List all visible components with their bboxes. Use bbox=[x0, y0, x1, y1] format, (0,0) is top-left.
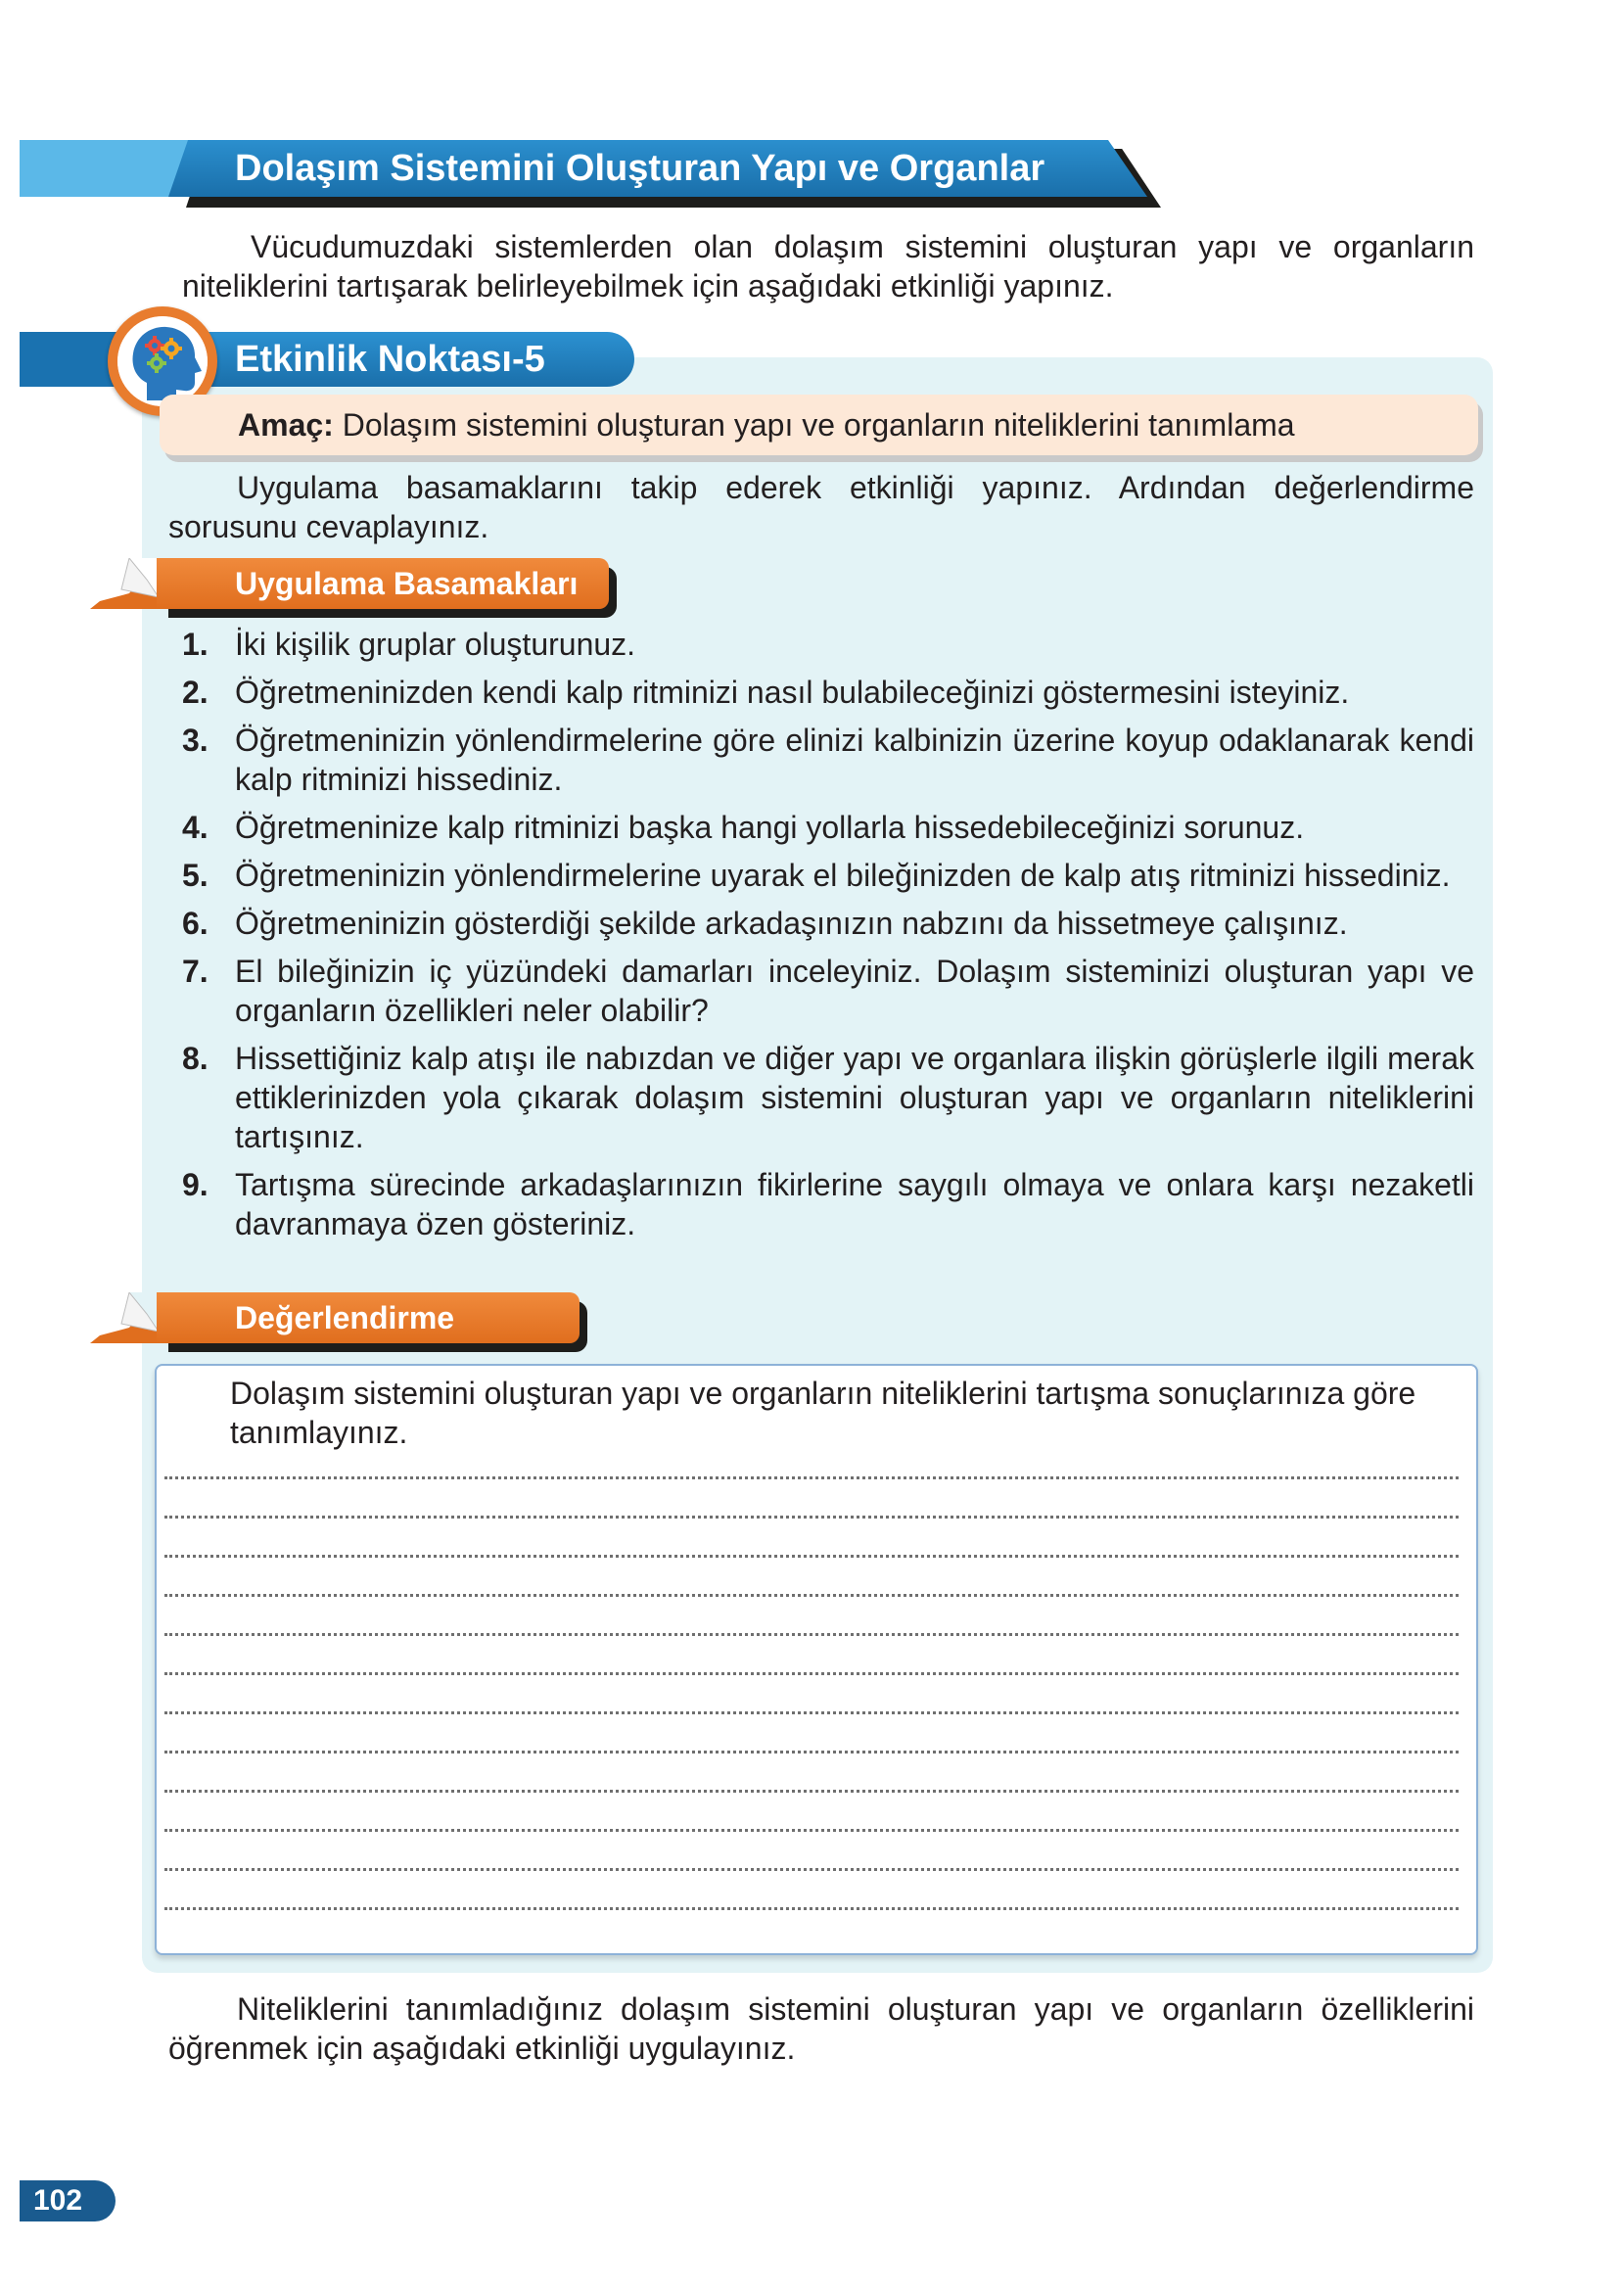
list-item: 5. Öğretmeninizin yönlendirmelerine uyarak el bileğinizden de kalp atış ritminizi hissediniz. bbox=[182, 858, 1451, 893]
answer-line[interactable] bbox=[164, 1672, 1459, 1675]
answer-line[interactable] bbox=[164, 1476, 1459, 1479]
evaluation-title: Değerlendirme bbox=[235, 1300, 455, 1335]
evaluation-tab-fold bbox=[90, 1292, 159, 1343]
list-item: 2. Öğretmeninizden kendi kalp ritminizi nasıl bulabileceğinizi göstermesini isteyiniz. bbox=[182, 675, 1350, 710]
answer-line[interactable] bbox=[164, 1868, 1459, 1871]
answer-line[interactable] bbox=[164, 1555, 1459, 1558]
page-number: 102 bbox=[33, 2184, 83, 2217]
steps-list bbox=[176, 625, 1474, 1252]
answer-line[interactable] bbox=[164, 1790, 1459, 1793]
list-item: 4. Öğretmeninize kalp ritminizi başka hangi yollarla hissedebileceğinizi sorunuz. bbox=[182, 810, 1305, 845]
steps-title: Uygulama Basamakları bbox=[235, 566, 579, 601]
list-item: 1. İki kişilik gruplar oluşturunuz. bbox=[182, 627, 636, 662]
activity-instruction: Uygulama basamaklarını takip ederek etkinliği yapınız. Ardından değerlendirme sorusunu cevaplayınız. bbox=[168, 470, 1474, 544]
intro-paragraph: Vücudumuzdaki sistemlerden olan dolaşım sistemini oluşturan yapı ve organların niteliklerini tartışarak belirleyebilmek için aşağıdaki etkinliği yapınız. bbox=[182, 229, 1474, 304]
answer-line[interactable] bbox=[164, 1711, 1459, 1714]
header-accent-bar bbox=[20, 140, 191, 197]
answer-line[interactable] bbox=[164, 1907, 1459, 1910]
list-item: 7. El bileğinizin iç yüzündeki damarları inceleyiniz. Dolaşım sisteminizi oluşturan yapı ve organların özellikleri neler olabilir? bbox=[182, 954, 1474, 1028]
activity-title: Etkinlik Noktası-5 bbox=[235, 339, 545, 380]
page-title: Dolaşım Sistemini Oluşturan Yapı ve Organlar bbox=[235, 148, 1045, 189]
evaluation-question: Dolaşım sistemini oluşturan yapı ve organların niteliklerini tartışma sonuçlarınıza göre tanımlayınız. bbox=[230, 1376, 1416, 1450]
answer-line[interactable] bbox=[164, 1633, 1459, 1636]
answer-line[interactable] bbox=[164, 1829, 1459, 1832]
list-item: 8. Hissettiğiniz kalp atışı ile nabızdan ve diğer yapı ve organlara ilişkin görüşlerle ilgili merak ettiklerinizden yola çıkarak dolaşım sistemini oluşturan yapı ve organların niteliklerini tartışınız. bbox=[182, 1041, 1474, 1154]
goal-description: Dolaşım sistemini oluşturan yapı ve organların niteliklerini tanımlama bbox=[342, 407, 1295, 443]
answer-line[interactable] bbox=[164, 1516, 1459, 1519]
answer-box[interactable] bbox=[155, 1364, 1478, 1955]
list-item: 9. Tartışma sürecinde arkadaşlarınızın fikirlerine saygılı olmaya ve onlara karşı nezaketli davranmaya özen gösteriniz. bbox=[182, 1167, 1474, 1241]
list-item: 3. Öğretmeninizin yönlendirmelerine göre elinizi kalbinizin üzerine koyup odaklanarak kendi kalp ritminizi hissediniz. bbox=[182, 723, 1474, 797]
answer-line[interactable] bbox=[164, 1594, 1459, 1597]
closing-paragraph: Niteliklerini tanımladığınız dolaşım sistemini oluşturan yapı ve organların özelliklerini öğrenmek için aşağıdaki etkinliği uygulayınız. bbox=[168, 1991, 1474, 2066]
goal-label: Amaç: bbox=[238, 407, 334, 443]
goal-text bbox=[238, 402, 1295, 447]
list-item: 6. Öğretmeninizin gösterdiği şekilde arkadaşınızın nabzını da hissetmeye çalışınız. bbox=[182, 906, 1348, 941]
answer-line[interactable] bbox=[164, 1751, 1459, 1753]
steps-tab-fold bbox=[90, 558, 159, 609]
head-gears-icon bbox=[117, 316, 208, 406]
